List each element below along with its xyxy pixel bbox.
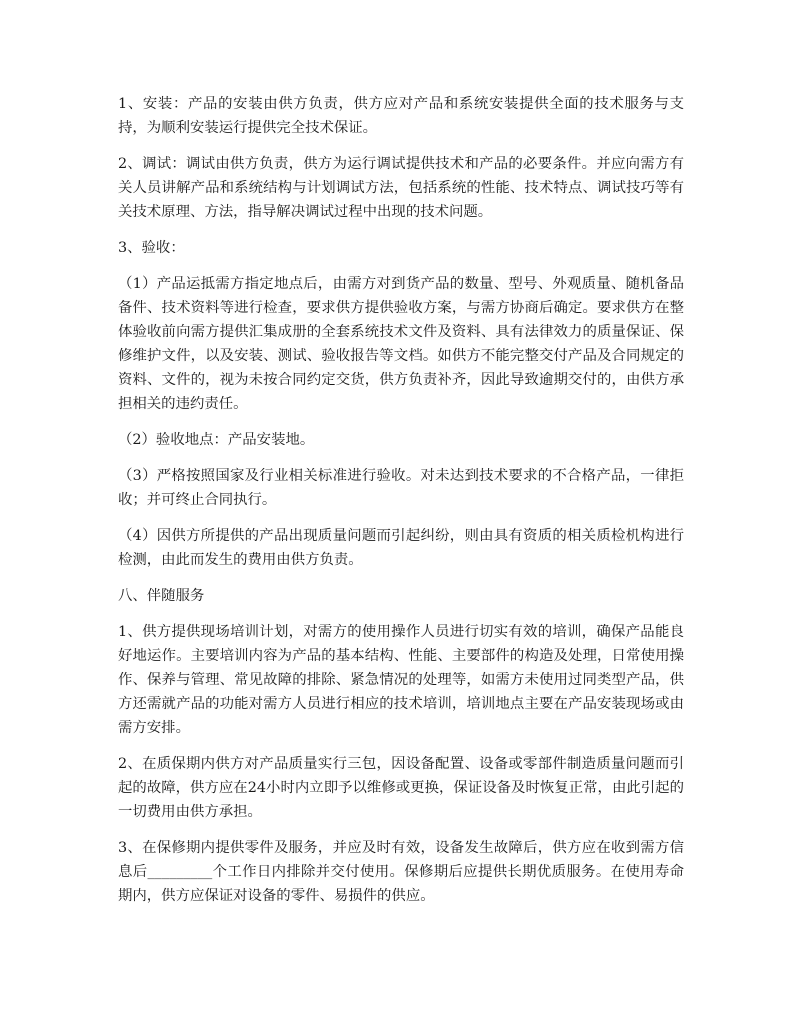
paragraph-service-warranty: 2、在质保期内供方对产品质量实行三包，因设备配置、设备或零部件制造质量问题而引起的故障，供方应在24小时内立即予以维修或更换，保证设备及时恢复正常，由此引起的一切费用由供方承担。	[118, 756, 684, 820]
paragraph-acceptance-item-4: （4）因供方所提供的产品出现质量问题而引起纠纷，则由具有资质的相关质检机构进行检测，由此而发生的费用由供方负责。	[118, 528, 684, 568]
paragraph-acceptance-heading: 3、验收：	[118, 240, 185, 256]
paragraph-service-parts: 3、在保修期内提供零件及服务，并应及时有效，设备发生故障后，供方应在收到需方信息后_________个工作日内排除并交付使用。保修期后应提供长期优质服务。在使用寿命期内，供方应保证对设备的零件、易损件的供应。	[118, 840, 684, 904]
paragraph-acceptance-item-3: （3）严格按照国家及行业相关标准进行验收。对未达到技术要求的不合格产品，一律拒收；并可终止合同执行。	[118, 468, 684, 508]
section-heading-accompanying-service: 八、伴随服务	[118, 588, 205, 604]
paragraph-acceptance-item-2: （2）验收地点：产品安装地。	[118, 432, 315, 448]
paragraph-service-training: 1、供方提供现场培训计划，对需方的使用操作人员进行切实有效的培训，确保产品能良好地运作。主要培训内容为产品的基本结构、性能、主要部件的构造及处理，日常使用操作、保养与管理、常见故障的排除、紧急情况的处理等，如需方未使用过同类型产品，供方还需就产品的功能对需方人员进行相应的技术培训，培训地点主要在产品安装现场或由需方安排。	[118, 624, 684, 736]
paragraph-commissioning: 2、调试：调试由供方负责，供方为运行调试提供技术和产品的必要条件。并应向需方有关人员讲解产品和系统结构与计划调试方法，包括系统的性能、技术特点、调试技巧等有关技术原理、方法，指导解决调试过程中出现的技术问题。	[118, 156, 684, 220]
paragraph-installation: 1、安装：产品的安装由供方负责，供方应对产品和系统安装提供全面的技术服务与支持，为顺利安装运行提供完全技术保证。	[118, 96, 684, 136]
paragraph-acceptance-item-1: （1）产品运抵需方指定地点后，由需方对到货产品的数量、型号、外观质量、随机备品备件、技术资料等进行检查，要求供方提供验收方案，与需方协商后确定。要求供方在整体验收前向需方提供汇集成册的全套系统技术文件及资料、具有法律效力的质量保证、保修维护文件，以及安装、测试、验收报告等文档。如供方不能完整交付产品及合同规定的资料、文件的，视为未按合同约定交货，供方负责补齐，因此导致逾期交付的，由供方承担相关的违约责任。	[118, 276, 684, 412]
document-body	[118, 92, 684, 920]
